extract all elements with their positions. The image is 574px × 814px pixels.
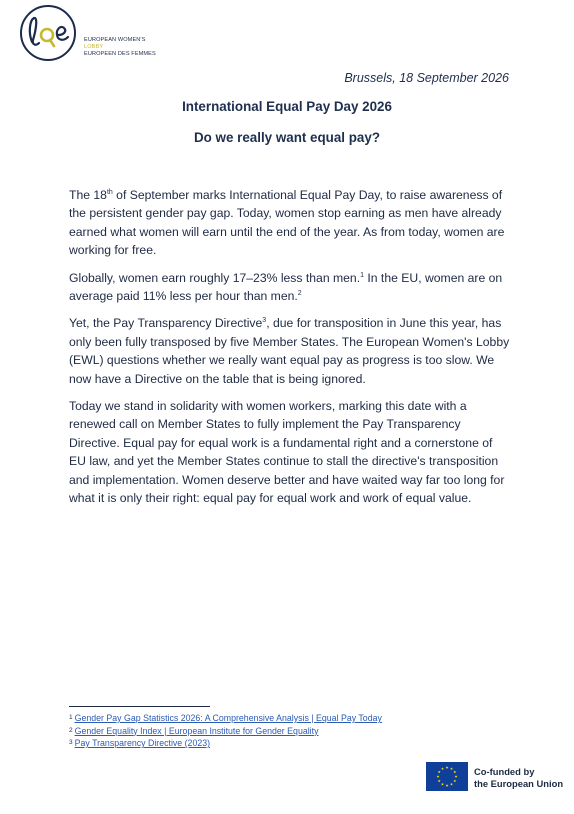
footnote-2: [69, 725, 382, 738]
p3-text-a: Yet, the Pay Transparency Directive: [69, 316, 263, 331]
press-release-body: [69, 186, 511, 517]
footnote-1: [69, 712, 382, 725]
p1-text-b: of September marks International Equal Pay Day, to raise awareness of the persistent gender pay gap. Today, women stop earning as men have already earned what women will earn until the end of the year. As from today, women are working for free.: [69, 188, 505, 258]
paragraph-4: Today we stand in solidarity with women workers, marking this date with a renewed call on Member States to fully implement the Pay Transparency Directive. Equal pay for equal work is a fundamental right and a cornerstone of EU law, and yet the Member States continue to stall the directive's transposition and implementation. Women deserve better and have waited way far too long for what it is only their right: equal pay for equal work and work of equal value.: [69, 399, 505, 506]
page-title: International Equal Pay Day 2026: [182, 99, 392, 114]
ewl-logo: [18, 4, 80, 62]
footnote-ref-3[interactable]: 3: [262, 317, 267, 325]
footnote-link-2[interactable]: Gender Equality Index | European Institute for Gender Equality: [74, 725, 319, 736]
logo-line-1: EUROPEAN WOMEN'S: [84, 37, 146, 43]
footnote-divider: [69, 706, 210, 707]
footnote-3: [69, 737, 382, 750]
p1-text-a: The 18: [69, 188, 107, 202]
footnotes: [69, 712, 382, 750]
footnote-link-1[interactable]: Gender Pay Gap Statistics 2026: A Comprehensive Analysis | Equal Pay Today: [74, 713, 382, 723]
p1-sup: th: [106, 189, 113, 196]
logo-line-3: EUROPEEN DES FEMMES: [84, 51, 156, 58]
footnote-ref-2[interactable]: 2: [297, 290, 302, 298]
paragraph-1: [69, 186, 511, 260]
paragraph-2: [69, 269, 511, 306]
footnote-number: 3: [69, 739, 73, 747]
page-subtitle: Do we really want equal pay?: [193, 130, 381, 145]
eu-flag-icon: [426, 762, 468, 791]
eu-line-2: the European Union: [474, 777, 564, 789]
footnote-number: 1: [69, 714, 73, 721]
logo-line-2: LOBBY: [84, 44, 104, 51]
logo-wordmark: [84, 37, 156, 59]
p2-text-b: In the EU, women are on average paid 11% less per hour than men.: [69, 270, 503, 304]
p2-text-a: Globally, women earn roughly 17–23% less than men.: [69, 270, 361, 285]
footnote-link-3[interactable]: Pay Transparency Directive (2023): [74, 738, 211, 749]
eu-cofunded-label: [474, 766, 563, 789]
dateline: Brussels, 18 September 2026: [344, 71, 509, 85]
p3-text-b: , due for transposition in June this year, has only been fully transposed by five Member States. The European Women's Lobby (EWL) questions whether we really want equal pay as progress is too slow. We now have a Directive on the table that is being ignored.: [69, 316, 510, 386]
eu-line-1: Co-funded by: [474, 766, 535, 777]
footnote-number: 2: [69, 726, 73, 734]
footnote-ref-1[interactable]: 1: [360, 271, 364, 279]
paragraph-3: [69, 314, 511, 388]
